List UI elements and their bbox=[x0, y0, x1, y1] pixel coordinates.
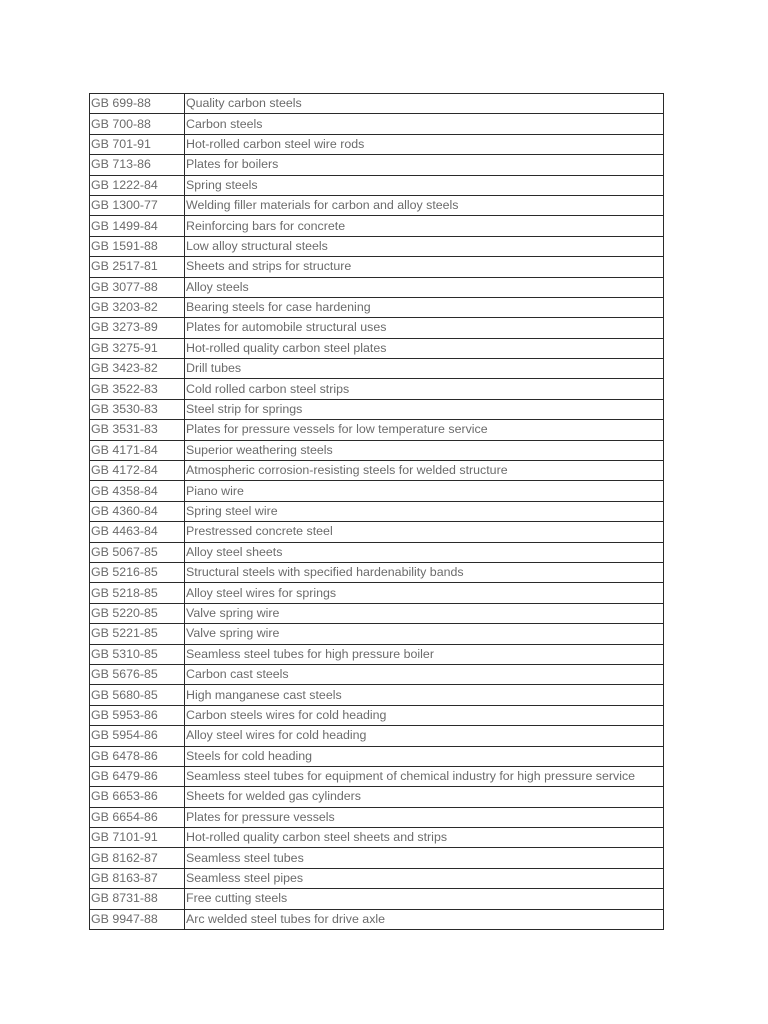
standard-code-cell: GB 5220-85 bbox=[90, 603, 185, 623]
standard-description-cell: Sheets for welded gas cylinders bbox=[185, 787, 664, 807]
table-row bbox=[90, 848, 664, 868]
standard-description-cell: Carbon steels bbox=[185, 114, 664, 134]
table-row bbox=[90, 399, 664, 419]
standard-description-cell: Quality carbon steels bbox=[185, 94, 664, 114]
table-row bbox=[90, 338, 664, 358]
standard-description-cell: Reinforcing bars for concrete bbox=[185, 216, 664, 236]
table-row bbox=[90, 868, 664, 888]
standard-code-cell: GB 6479-86 bbox=[90, 766, 185, 786]
standard-code-cell: GB 3530-83 bbox=[90, 399, 185, 419]
standard-code-cell: GB 8731-88 bbox=[90, 889, 185, 909]
standard-code-cell: GB 3275-91 bbox=[90, 338, 185, 358]
standard-description-cell: Spring steels bbox=[185, 175, 664, 195]
standard-description-cell: Bearing steels for case hardening bbox=[185, 297, 664, 317]
standard-description-cell: Carbon cast steels bbox=[185, 664, 664, 684]
table-row bbox=[90, 318, 664, 338]
standard-code-cell: GB 3423-82 bbox=[90, 359, 185, 379]
table-row bbox=[90, 257, 664, 277]
standard-code-cell: GB 5680-85 bbox=[90, 685, 185, 705]
standard-description-cell: Alloy steel wires for springs bbox=[185, 583, 664, 603]
table-row bbox=[90, 155, 664, 175]
standard-description-cell: Arc welded steel tubes for drive axle bbox=[185, 909, 664, 929]
table-row bbox=[90, 766, 664, 786]
table-row bbox=[90, 114, 664, 134]
standard-code-cell: GB 4358-84 bbox=[90, 481, 185, 501]
standard-description-cell: High manganese cast steels bbox=[185, 685, 664, 705]
standard-description-cell: Piano wire bbox=[185, 481, 664, 501]
standard-description-cell: Plates for pressure vessels for low temperature service bbox=[185, 420, 664, 440]
table-row bbox=[90, 236, 664, 256]
standard-description-cell: Alloy steel wires for cold heading bbox=[185, 726, 664, 746]
standard-code-cell: GB 5676-85 bbox=[90, 664, 185, 684]
standard-description-cell: Steels for cold heading bbox=[185, 746, 664, 766]
standard-code-cell: GB 4171-84 bbox=[90, 440, 185, 460]
standard-code-cell: GB 3077-88 bbox=[90, 277, 185, 297]
standard-description-cell: Steel strip for springs bbox=[185, 399, 664, 419]
standard-description-cell: Valve spring wire bbox=[185, 624, 664, 644]
standard-description-cell: Plates for automobile structural uses bbox=[185, 318, 664, 338]
standard-code-cell: GB 4360-84 bbox=[90, 501, 185, 521]
standards-table bbox=[89, 93, 664, 930]
table-row bbox=[90, 297, 664, 317]
standard-code-cell: GB 713-86 bbox=[90, 155, 185, 175]
standard-description-cell: Structural steels with specified hardenability bands bbox=[185, 562, 664, 582]
standard-code-cell: GB 4463-84 bbox=[90, 522, 185, 542]
standard-code-cell: GB 4172-84 bbox=[90, 461, 185, 481]
standard-description-cell: Free cutting steels bbox=[185, 889, 664, 909]
standard-code-cell: GB 5216-85 bbox=[90, 562, 185, 582]
standard-description-cell: Welding filler materials for carbon and alloy steels bbox=[185, 195, 664, 215]
table-row bbox=[90, 216, 664, 236]
table-row bbox=[90, 828, 664, 848]
standard-description-cell: Seamless steel pipes bbox=[185, 868, 664, 888]
standard-description-cell: Cold rolled carbon steel strips bbox=[185, 379, 664, 399]
standard-description-cell: Atmospheric corrosion-resisting steels for welded structure bbox=[185, 461, 664, 481]
table-row bbox=[90, 277, 664, 297]
standard-code-cell: GB 3203-82 bbox=[90, 297, 185, 317]
table-row bbox=[90, 664, 664, 684]
standard-code-cell: GB 699-88 bbox=[90, 94, 185, 114]
standard-code-cell: GB 700-88 bbox=[90, 114, 185, 134]
standard-code-cell: GB 5221-85 bbox=[90, 624, 185, 644]
standard-description-cell: Drill tubes bbox=[185, 359, 664, 379]
standard-code-cell: GB 1300-77 bbox=[90, 195, 185, 215]
standard-description-cell: Plates for boilers bbox=[185, 155, 664, 175]
table-row bbox=[90, 542, 664, 562]
standards-table-body bbox=[90, 94, 664, 930]
table-row bbox=[90, 175, 664, 195]
standard-description-cell: Valve spring wire bbox=[185, 603, 664, 623]
standard-description-cell: Low alloy structural steels bbox=[185, 236, 664, 256]
standard-code-cell: GB 1222-84 bbox=[90, 175, 185, 195]
standard-description-cell: Sheets and strips for structure bbox=[185, 257, 664, 277]
standard-description-cell: Spring steel wire bbox=[185, 501, 664, 521]
table-row bbox=[90, 379, 664, 399]
table-row bbox=[90, 440, 664, 460]
table-row bbox=[90, 889, 664, 909]
standard-code-cell: GB 5310-85 bbox=[90, 644, 185, 664]
standard-description-cell: Plates for pressure vessels bbox=[185, 807, 664, 827]
table-row bbox=[90, 685, 664, 705]
standard-code-cell: GB 8163-87 bbox=[90, 868, 185, 888]
standard-code-cell: GB 5218-85 bbox=[90, 583, 185, 603]
standard-code-cell: GB 6654-86 bbox=[90, 807, 185, 827]
standard-code-cell: GB 5954-86 bbox=[90, 726, 185, 746]
standard-code-cell: GB 3273-89 bbox=[90, 318, 185, 338]
standard-code-cell: GB 3531-83 bbox=[90, 420, 185, 440]
standard-code-cell: GB 2517-81 bbox=[90, 257, 185, 277]
standard-description-cell: Carbon steels wires for cold heading bbox=[185, 705, 664, 725]
standard-code-cell: GB 5067-85 bbox=[90, 542, 185, 562]
table-row bbox=[90, 359, 664, 379]
standard-code-cell: GB 8162-87 bbox=[90, 848, 185, 868]
standard-code-cell: GB 5953-86 bbox=[90, 705, 185, 725]
table-row bbox=[90, 94, 664, 114]
table-row bbox=[90, 726, 664, 746]
standard-description-cell: Alloy steels bbox=[185, 277, 664, 297]
standard-code-cell: GB 1499-84 bbox=[90, 216, 185, 236]
standard-code-cell: GB 6478-86 bbox=[90, 746, 185, 766]
table-row bbox=[90, 807, 664, 827]
standard-description-cell: Seamless steel tubes for high pressure boiler bbox=[185, 644, 664, 664]
table-row bbox=[90, 481, 664, 501]
standard-code-cell: GB 1591-88 bbox=[90, 236, 185, 256]
standard-code-cell: GB 3522-83 bbox=[90, 379, 185, 399]
standard-description-cell: Alloy steel sheets bbox=[185, 542, 664, 562]
standard-description-cell: Prestressed concrete steel bbox=[185, 522, 664, 542]
table-row bbox=[90, 583, 664, 603]
table-row bbox=[90, 562, 664, 582]
standard-code-cell: GB 9947-88 bbox=[90, 909, 185, 929]
standard-code-cell: GB 6653-86 bbox=[90, 787, 185, 807]
standard-description-cell: Hot-rolled quality carbon steel sheets and strips bbox=[185, 828, 664, 848]
table-row bbox=[90, 644, 664, 664]
table-row bbox=[90, 134, 664, 154]
table-row bbox=[90, 705, 664, 725]
table-row bbox=[90, 461, 664, 481]
table-row bbox=[90, 501, 664, 521]
table-row bbox=[90, 746, 664, 766]
standard-description-cell: Superior weathering steels bbox=[185, 440, 664, 460]
standard-description-cell: Hot-rolled carbon steel wire rods bbox=[185, 134, 664, 154]
standard-code-cell: GB 701-91 bbox=[90, 134, 185, 154]
table-row bbox=[90, 522, 664, 542]
table-row bbox=[90, 195, 664, 215]
table-row bbox=[90, 603, 664, 623]
table-row bbox=[90, 624, 664, 644]
table-row bbox=[90, 909, 664, 929]
standard-code-cell: GB 7101-91 bbox=[90, 828, 185, 848]
table-row bbox=[90, 420, 664, 440]
standard-description-cell: Seamless steel tubes bbox=[185, 848, 664, 868]
standard-description-cell: Seamless steel tubes for equipment of chemical industry for high pressure service bbox=[185, 766, 664, 786]
standard-description-cell: Hot-rolled quality carbon steel plates bbox=[185, 338, 664, 358]
table-row bbox=[90, 787, 664, 807]
